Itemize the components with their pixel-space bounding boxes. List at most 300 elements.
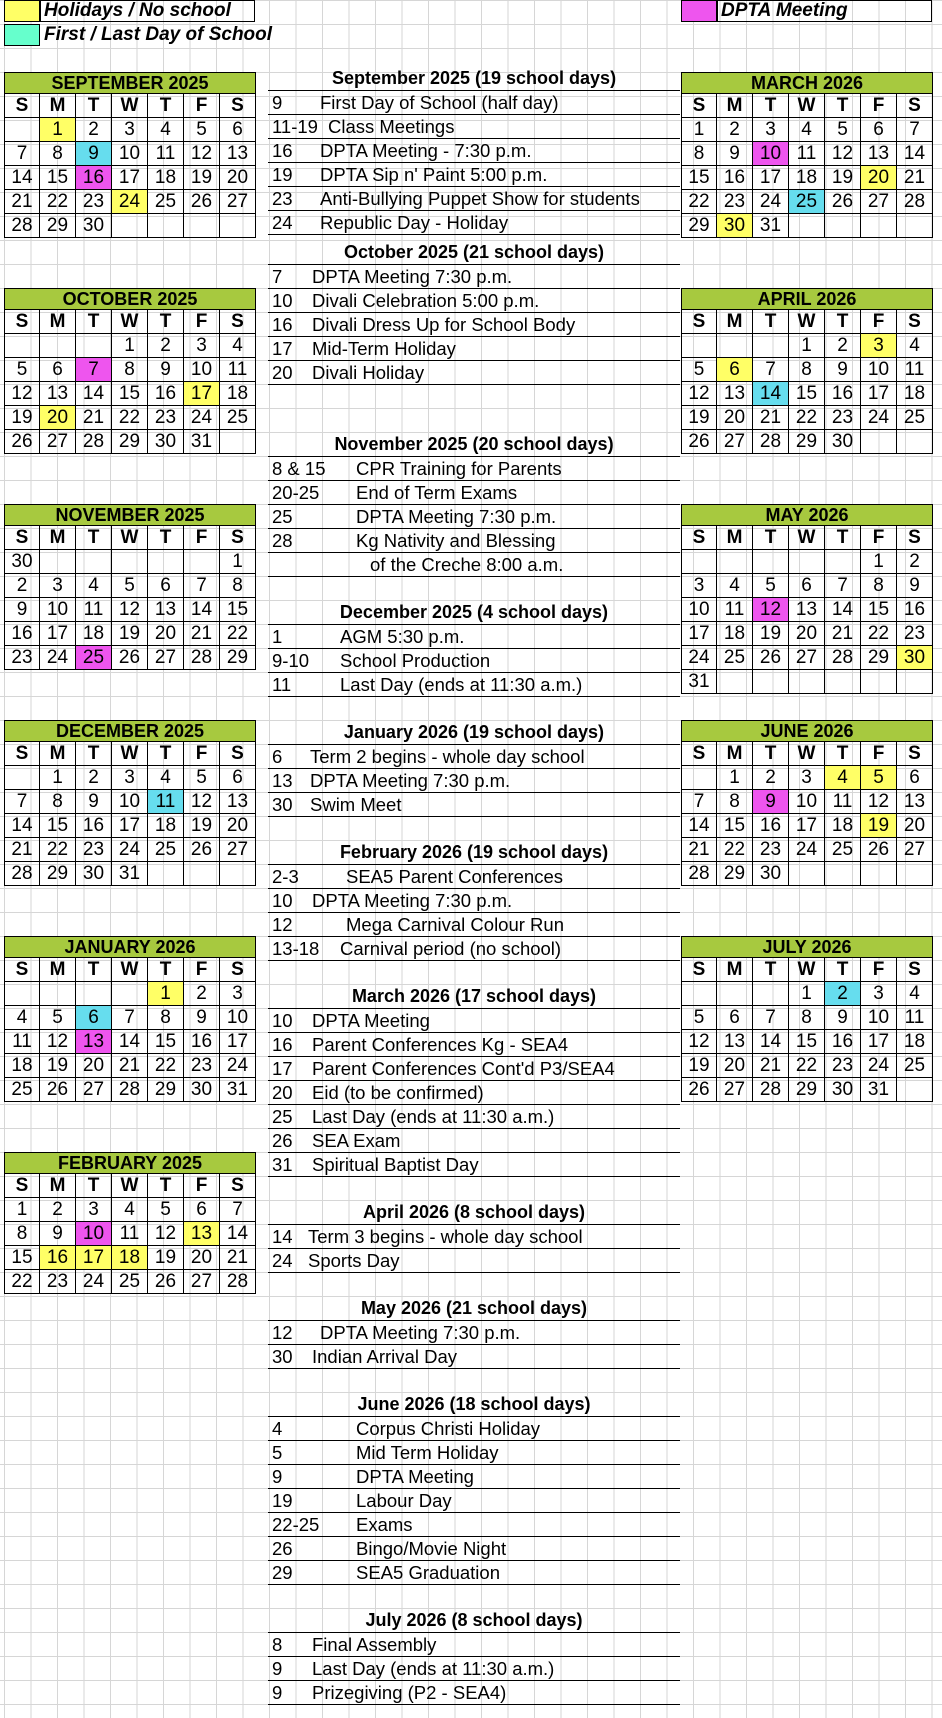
event-date: 9 (272, 92, 283, 113)
weekday-header: S (897, 526, 933, 550)
event-date: 19 (272, 164, 293, 185)
day-cell: 1 (789, 982, 825, 1006)
event-date: 11-19 (272, 116, 318, 137)
day-cell: 6 (220, 766, 256, 790)
day-cell (717, 982, 753, 1006)
day-cell: 27 (40, 430, 76, 454)
day-cell: 22 (40, 838, 76, 862)
event-date: 16 (272, 1034, 293, 1055)
day-cell: 5 (753, 574, 789, 598)
event-date: 26 (272, 1538, 293, 1559)
day-cell: 14 (220, 1222, 256, 1246)
event-date: 25 (272, 1106, 293, 1127)
event-description: SEA5 Parent Conferences (346, 866, 563, 887)
day-cell: 19 (184, 166, 220, 190)
day-cell: 22 (717, 838, 753, 862)
day-cell: 18 (897, 382, 933, 406)
event-description: Bingo/Movie Night (356, 1538, 507, 1559)
day-cell: 19 (112, 622, 148, 646)
day-cell: 10 (184, 358, 220, 382)
day-cell: 7 (76, 358, 112, 382)
day-cell: 18 (4, 1054, 40, 1078)
event-month-block (268, 1608, 680, 1705)
day-cell: 4 (148, 118, 184, 142)
weekday-header: S (4, 310, 40, 334)
day-cell: 27 (148, 646, 184, 670)
weekday-header: F (184, 526, 220, 550)
day-cell: 11 (112, 1222, 148, 1246)
day-cell: 20 (897, 814, 933, 838)
weekday-header: W (789, 310, 825, 334)
event-month-block (268, 66, 680, 235)
day-cell: 28 (897, 190, 933, 214)
day-cell (753, 670, 789, 694)
weekday-header: T (76, 526, 112, 550)
day-cell: 24 (112, 838, 148, 862)
day-cell: 1 (681, 118, 717, 142)
day-cell: 18 (220, 382, 256, 406)
weekday-header: S (4, 94, 40, 118)
event-description: Indian Arrival Day (312, 1346, 457, 1367)
event-description: SEA5 Graduation (356, 1562, 500, 1583)
event-date: 30 (272, 1346, 293, 1367)
weekday-header: W (112, 526, 148, 550)
event-row (268, 1225, 680, 1249)
day-cell: 19 (40, 1054, 76, 1078)
day-cell (753, 334, 789, 358)
day-cell: 11 (4, 1030, 40, 1054)
weekday-header: S (220, 1174, 256, 1198)
day-cell: 1 (220, 550, 256, 574)
day-cell: 18 (825, 814, 861, 838)
weekday-header: F (861, 310, 897, 334)
event-row (268, 1057, 680, 1081)
weekday-header: T (825, 742, 861, 766)
event-row (268, 1465, 680, 1489)
event-description: AGM 5:30 p.m. (340, 626, 465, 647)
day-cell: 29 (789, 430, 825, 454)
day-cell: 25 (148, 838, 184, 862)
day-cell: 5 (184, 766, 220, 790)
event-date: 10 (272, 290, 293, 311)
event-month-block (268, 720, 680, 817)
day-cell (717, 670, 753, 694)
day-cell: 6 (40, 358, 76, 382)
day-cell: 6 (717, 1006, 753, 1030)
event-row (268, 91, 680, 115)
day-cell (861, 214, 897, 238)
event-row (268, 937, 680, 961)
day-cell: 9 (897, 574, 933, 598)
day-cell: 22 (4, 1270, 40, 1294)
day-cell: 8 (148, 1006, 184, 1030)
day-cell: 24 (789, 838, 825, 862)
day-cell: 9 (753, 790, 789, 814)
day-cell (4, 766, 40, 790)
day-cell: 29 (861, 646, 897, 670)
weekday-header: S (897, 94, 933, 118)
event-month-block (268, 1296, 680, 1369)
day-cell: 18 (148, 814, 184, 838)
day-cell: 20 (789, 622, 825, 646)
day-cell: 4 (148, 766, 184, 790)
day-cell: 8 (681, 142, 717, 166)
event-row (268, 913, 680, 937)
day-cell (220, 430, 256, 454)
month-title: JUNE 2026 (681, 720, 933, 742)
day-cell: 26 (753, 646, 789, 670)
day-cell: 14 (753, 382, 789, 406)
month-title: DECEMBER 2025 (4, 720, 256, 742)
day-cell: 25 (825, 838, 861, 862)
day-cell: 3 (76, 1198, 112, 1222)
day-cell: 8 (112, 358, 148, 382)
day-cell: 3 (789, 766, 825, 790)
event-row (268, 1537, 680, 1561)
weekday-header: W (789, 94, 825, 118)
event-row (268, 1417, 680, 1441)
day-cell: 21 (4, 838, 40, 862)
month-title: OCTOBER 2025 (4, 288, 256, 310)
event-month-block (268, 984, 680, 1177)
day-cell: 29 (717, 862, 753, 886)
day-cell: 30 (825, 1078, 861, 1102)
event-description: DPTA Meeting 7:30 p.m. (310, 770, 511, 791)
day-cell: 6 (220, 118, 256, 142)
day-cell: 13 (861, 142, 897, 166)
day-cell: 1 (861, 550, 897, 574)
event-row (268, 1561, 680, 1585)
day-cell: 13 (76, 1030, 112, 1054)
day-cell (789, 550, 825, 574)
event-date: 13-18 (272, 938, 320, 959)
day-cell (789, 214, 825, 238)
weekday-header: S (4, 526, 40, 550)
day-cell: 14 (825, 598, 861, 622)
weekday-header: S (220, 526, 256, 550)
day-cell: 7 (112, 1006, 148, 1030)
month-calendar (681, 936, 933, 1102)
month-title: NOVEMBER 2025 (4, 504, 256, 526)
day-cell: 25 (897, 406, 933, 430)
weekday-header: F (861, 94, 897, 118)
event-row (268, 289, 680, 313)
event-description: Last Day (ends at 11:30 a.m.) (312, 1106, 555, 1127)
event-description: Last Day (ends at 11:30 a.m.) (340, 674, 583, 695)
day-cell: 7 (825, 574, 861, 598)
day-cell: 19 (4, 406, 40, 430)
day-cell: 7 (4, 142, 40, 166)
day-cell: 27 (897, 838, 933, 862)
event-date: 20 (272, 1082, 293, 1103)
day-cell: 12 (112, 598, 148, 622)
day-cell: 30 (4, 550, 40, 574)
event-description: DPTA Meeting 7:30 p.m. (320, 1322, 521, 1343)
weekday-header: M (40, 1174, 76, 1198)
day-cell (40, 550, 76, 574)
day-cell: 16 (825, 382, 861, 406)
day-cell: 17 (184, 382, 220, 406)
weekday-header: W (112, 310, 148, 334)
event-row (268, 1657, 680, 1681)
day-cell: 24 (112, 190, 148, 214)
day-cell: 28 (825, 646, 861, 670)
weekday-header: T (753, 94, 789, 118)
day-cell: 24 (861, 1054, 897, 1078)
weekday-header: S (681, 742, 717, 766)
event-description: End of Term Exams (356, 482, 518, 503)
day-cell: 9 (76, 142, 112, 166)
day-cell: 11 (897, 358, 933, 382)
event-month-title: April 2026 (8 school days) (268, 1200, 680, 1225)
weekday-header: F (861, 958, 897, 982)
event-row (268, 1081, 680, 1105)
day-cell: 3 (861, 982, 897, 1006)
day-cell (681, 982, 717, 1006)
weekday-header: S (897, 742, 933, 766)
event-description: DPTA Meeting 7:30 p.m. (312, 266, 513, 287)
day-cell: 30 (825, 430, 861, 454)
day-cell: 30 (76, 862, 112, 886)
day-cell: 5 (681, 1006, 717, 1030)
day-cell: 2 (184, 982, 220, 1006)
day-cell: 16 (4, 622, 40, 646)
day-cell: 30 (184, 1078, 220, 1102)
day-cell: 3 (40, 574, 76, 598)
event-month-block (268, 600, 680, 697)
day-cell: 4 (897, 982, 933, 1006)
dpta-legend-label: DPTA Meeting (721, 0, 848, 21)
day-cell: 21 (681, 838, 717, 862)
day-cell: 13 (717, 382, 753, 406)
event-description: Last Day (ends at 11:30 a.m.) (312, 1658, 555, 1679)
event-row (268, 1321, 680, 1345)
event-row (268, 1681, 680, 1705)
day-cell: 15 (148, 1030, 184, 1054)
day-cell: 15 (40, 166, 76, 190)
event-row (268, 505, 680, 529)
day-cell: 17 (112, 814, 148, 838)
day-cell (184, 862, 220, 886)
event-date: 14 (272, 1226, 293, 1247)
day-cell: 4 (825, 766, 861, 790)
day-cell: 10 (861, 358, 897, 382)
event-row (268, 553, 680, 577)
day-cell: 19 (681, 406, 717, 430)
weekday-header: T (825, 94, 861, 118)
day-cell: 5 (825, 118, 861, 142)
day-cell: 31 (184, 430, 220, 454)
day-cell: 28 (112, 1078, 148, 1102)
event-description: Corpus Christi Holiday (356, 1418, 541, 1439)
day-cell: 19 (148, 1246, 184, 1270)
event-date: 17 (272, 338, 293, 359)
month-title: APRIL 2026 (681, 288, 933, 310)
day-cell: 20 (220, 814, 256, 838)
day-cell: 16 (76, 166, 112, 190)
event-row (268, 1105, 680, 1129)
day-cell: 25 (220, 406, 256, 430)
day-cell: 8 (861, 574, 897, 598)
event-row (268, 211, 680, 235)
weekday-header: S (220, 310, 256, 334)
day-cell: 8 (789, 1006, 825, 1030)
day-cell: 14 (76, 382, 112, 406)
day-cell (148, 862, 184, 886)
event-row (268, 1345, 680, 1369)
event-description: Term 2 begins - whole day school (310, 746, 585, 767)
day-cell: 7 (753, 358, 789, 382)
day-cell: 23 (76, 190, 112, 214)
event-row (268, 1513, 680, 1537)
day-cell: 22 (112, 406, 148, 430)
weekday-header: T (753, 310, 789, 334)
event-row (268, 265, 680, 289)
event-month-title: July 2026 (8 school days) (268, 1608, 680, 1633)
day-cell: 20 (717, 1054, 753, 1078)
day-cell: 1 (789, 334, 825, 358)
day-cell: 22 (148, 1054, 184, 1078)
day-cell: 16 (40, 1246, 76, 1270)
weekday-header: T (148, 958, 184, 982)
day-cell: 26 (681, 1078, 717, 1102)
event-date: 24 (272, 212, 293, 233)
day-cell: 25 (897, 1054, 933, 1078)
day-cell: 17 (681, 622, 717, 646)
day-cell: 14 (4, 814, 40, 838)
day-cell: 3 (861, 334, 897, 358)
event-month-block (268, 1200, 680, 1273)
day-cell: 6 (148, 574, 184, 598)
event-date: 9 (272, 1658, 283, 1679)
first-last-swatch (4, 24, 40, 46)
month-title: MARCH 2026 (681, 72, 933, 94)
weekday-header: T (76, 742, 112, 766)
event-description: Class Meetings (328, 116, 455, 137)
day-cell (789, 670, 825, 694)
day-cell: 5 (681, 358, 717, 382)
day-cell (897, 214, 933, 238)
weekday-header: T (76, 958, 112, 982)
event-row (268, 649, 680, 673)
day-cell: 12 (184, 790, 220, 814)
event-date: 16 (272, 140, 293, 161)
event-month-title: May 2026 (21 school days) (268, 1296, 680, 1321)
day-cell (681, 334, 717, 358)
day-cell: 24 (184, 406, 220, 430)
day-cell: 24 (220, 1054, 256, 1078)
day-cell: 5 (40, 1006, 76, 1030)
day-cell: 3 (112, 766, 148, 790)
event-date: 2-3 (272, 866, 299, 887)
day-cell: 11 (717, 598, 753, 622)
day-cell: 26 (184, 838, 220, 862)
day-cell: 8 (40, 142, 76, 166)
day-cell: 4 (112, 1198, 148, 1222)
holiday-swatch (4, 0, 40, 22)
day-cell: 22 (681, 190, 717, 214)
event-date: 1 (272, 626, 283, 647)
day-cell (40, 334, 76, 358)
day-cell: 23 (76, 838, 112, 862)
day-cell: 5 (148, 1198, 184, 1222)
month-calendar (4, 1152, 256, 1294)
weekday-header: F (184, 742, 220, 766)
day-cell: 23 (825, 1054, 861, 1078)
day-cell: 7 (681, 790, 717, 814)
day-cell: 3 (184, 334, 220, 358)
day-cell (717, 550, 753, 574)
day-cell: 18 (76, 622, 112, 646)
day-cell: 11 (220, 358, 256, 382)
holiday-legend-label: Holidays / No school (44, 0, 231, 21)
event-month-title: September 2025 (19 school days) (268, 66, 680, 91)
weekday-header: W (789, 526, 825, 550)
event-description: DPTA Sip n' Paint 5:00 p.m. (320, 164, 548, 185)
event-description: DPTA Meeting - 7:30 p.m. (320, 140, 532, 161)
weekday-header: M (40, 958, 76, 982)
event-date: 8 (272, 1634, 283, 1655)
day-cell: 1 (717, 766, 753, 790)
weekday-header: S (4, 742, 40, 766)
day-cell: 3 (681, 574, 717, 598)
weekday-header: S (220, 94, 256, 118)
day-cell (184, 550, 220, 574)
event-date: 31 (272, 1154, 293, 1175)
month-calendar (4, 720, 256, 886)
day-cell: 1 (148, 982, 184, 1006)
day-cell: 9 (148, 358, 184, 382)
day-cell: 30 (148, 430, 184, 454)
day-cell: 16 (148, 382, 184, 406)
weekday-header: S (897, 310, 933, 334)
weekday-header: T (148, 1174, 184, 1198)
event-description: First Day of School (half day) (320, 92, 559, 113)
day-cell: 20 (184, 1246, 220, 1270)
day-cell: 2 (148, 334, 184, 358)
event-row (268, 673, 680, 697)
event-description: Exams (356, 1514, 413, 1535)
weekday-header: F (861, 526, 897, 550)
day-cell: 10 (76, 1222, 112, 1246)
event-description: Mid-Term Holiday (312, 338, 456, 359)
day-cell: 12 (681, 1030, 717, 1054)
day-cell: 12 (184, 142, 220, 166)
event-description: Carnival period (no school) (340, 938, 562, 959)
day-cell (4, 118, 40, 142)
event-description: Swim Meet (310, 794, 402, 815)
day-cell (753, 982, 789, 1006)
weekday-header: M (40, 94, 76, 118)
weekday-header: M (717, 310, 753, 334)
day-cell: 10 (220, 1006, 256, 1030)
day-cell: 18 (789, 166, 825, 190)
day-cell (861, 862, 897, 886)
day-cell: 29 (40, 862, 76, 886)
event-description: Term 3 begins - whole day school (308, 1226, 583, 1247)
day-cell: 15 (4, 1246, 40, 1270)
day-cell: 21 (76, 406, 112, 430)
weekday-header: S (897, 958, 933, 982)
day-cell: 3 (112, 118, 148, 142)
day-cell: 27 (220, 838, 256, 862)
day-cell: 28 (76, 430, 112, 454)
weekday-header: M (717, 94, 753, 118)
day-cell (897, 862, 933, 886)
day-cell: 23 (717, 190, 753, 214)
event-date: 20-25 (272, 482, 320, 503)
day-cell (825, 214, 861, 238)
